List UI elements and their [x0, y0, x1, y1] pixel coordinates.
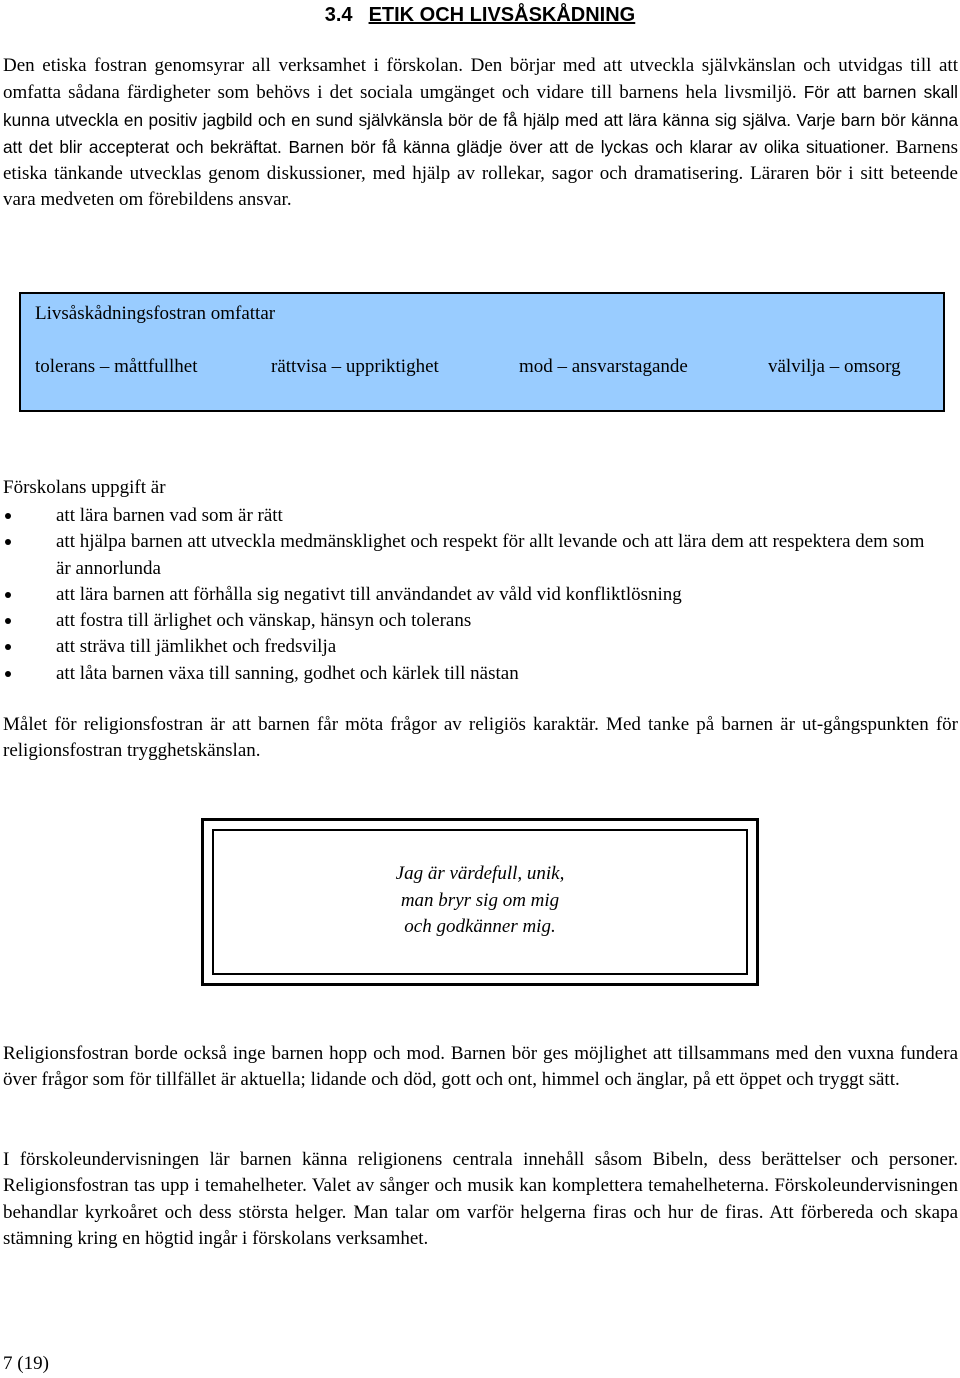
list-item-text: att sträva till jämlikhet och fredsvilja — [56, 636, 337, 658]
section-heading — [0, 2, 960, 28]
list-item — [0, 582, 940, 608]
section-number: 3.4 — [324, 4, 353, 26]
page-number: 7 (19) — [3, 1353, 49, 1374]
quote-frame — [201, 818, 759, 986]
list-item — [0, 503, 940, 529]
values-box-title: Livsåskådningsfostran omfattar — [35, 303, 276, 324]
bullet-icon — [5, 671, 11, 677]
bullet-icon — [5, 644, 11, 650]
tasks-intro: Förskolans uppgift är — [3, 477, 166, 498]
quote-line-3: och godkänner mig. — [404, 916, 556, 937]
value-item: tolerans – måttfullhet — [35, 356, 198, 377]
bullet-icon — [5, 618, 11, 624]
tasks-list — [0, 503, 940, 687]
religion-goal-paragraph: Målet för religionsfostran är att barnen får möta frågor av religiös karaktär. Med tanke på barnen är ut-gångspunkten för religionsfostran trygghetskänslan. — [3, 714, 958, 762]
intro-part-2: För att barnen skall kunna utveckla en positiv jagbild och en sund självkänsla bör de få hjälp med att lära känna sig själva. Varje barn bör känna att det blir accepterat och bekräftat. Barnen bör få känna glädje över att de lyckas och klarar av olika situationer. — [3, 82, 959, 157]
bullet-icon — [5, 592, 11, 598]
intro-paragraph — [3, 53, 958, 214]
teaching-paragraph: I förskoleundervisningen lär barnen känna religionens centrala innehåll såsom Bibeln, dess berättelser och personer. Religionsfostran tas upp i temahelheter. Valet av sånger och musik kan komplettera temahelheterna. Förskoleundervisningen behandlar kyrkoåret och dess största helger. Man talar om varför helgerna firas och hur de firas. Att förbereda och skapa stämning kring en högtid ingår i förskolans verksamhet. — [3, 1149, 958, 1249]
list-item — [0, 634, 940, 660]
value-item: mod – ansvarstagande — [519, 356, 688, 377]
hope-paragraph: Religionsfostran borde också inge barnen hopp och mod. Barnen bör ges möjlighet att tillsammans med den vuxna fundera över frågor som för tillfället är aktuella; lidande och död, gott och ont, himmel och änglar, på ett öppet och tryggt sätt. — [3, 1043, 958, 1091]
intro-part-1: Den etiska fostran genomsyrar all verksamhet i förskolan. Den börjar med att utveckla självkänslan och utvidgas till att omfatta sådana färdigheter som behövs i det sociala umgänget och vidare till barnens hela livsmiljö. — [3, 55, 958, 104]
list-item — [0, 661, 940, 687]
list-item-text: att fostra till ärlighet och vänskap, hänsyn och tolerans — [56, 610, 472, 632]
list-item-text: att lära barnen att förhålla sig negativt till användandet av våld vid konfliktlösning — [56, 583, 682, 605]
value-item: rättvisa – uppriktighet — [271, 356, 439, 377]
quote-line-1: Jag är värdefull, unik, — [395, 863, 565, 884]
values-box — [19, 292, 945, 412]
value-item: välvilja – omsorg — [768, 356, 901, 377]
bullet-icon — [5, 539, 11, 545]
list-item-text: att hjälpa barnen att utveckla medmänsklighet och respekt för allt levande och att lära dem att respektera dem som är annorlunda — [56, 531, 925, 579]
list-item-text: att låta barnen växa till sanning, godhet och kärlek till nästan — [56, 662, 519, 684]
bullet-icon — [5, 513, 11, 519]
list-item — [0, 529, 940, 582]
quote-text — [204, 861, 756, 941]
list-item — [0, 608, 940, 634]
intro-part-3: Barnens etiska tänkande utvecklas genom diskussioner, med hjälp av rollekar, sagor och dramatisering. Läraren bör i sitt beteende vara medveten om förebildens ansvar. — [3, 136, 958, 211]
quote-line-2: man bryr sig om mig — [400, 889, 560, 911]
section-title: ETIK OCH LIVSÅSKÅDNING — [368, 4, 636, 26]
list-item-text: att lära barnen vad som är rätt — [56, 505, 283, 526]
